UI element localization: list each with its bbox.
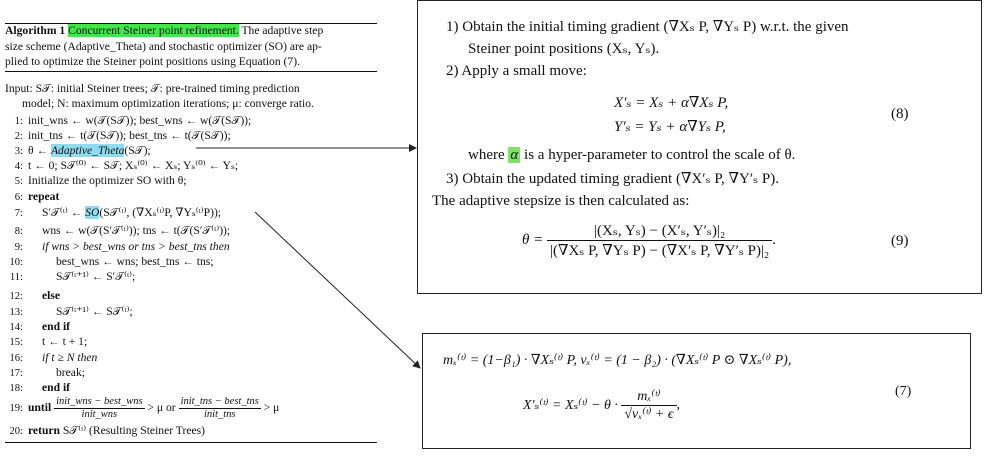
theta-lhs: θ = xyxy=(522,232,544,248)
line-number: 1: xyxy=(14,116,23,127)
line-text: if t ≥ N then xyxy=(42,351,98,364)
return-keyword: return xyxy=(28,424,60,437)
algorithm-label: Algorithm 1 xyxy=(5,24,66,37)
step-3: 3) Obtain the updated timing gradient (∇X′ₛ P, ∇Y′ₛ P). xyxy=(446,171,779,187)
algorithm-desc-1: The adaptive step xyxy=(241,24,324,37)
until-end: > μ xyxy=(263,401,280,415)
equation-8-line-a: X′ₛ = Xₛ + α∇Xₛ P, xyxy=(614,95,729,111)
tns-ratio-numerator: init_tns − best_tns xyxy=(180,396,259,407)
line-text: end if xyxy=(42,381,71,394)
line-number: 6: xyxy=(14,192,23,203)
line-number: 3: xyxy=(14,146,23,157)
algorithm-title: Concurrent Steiner point refinement. xyxy=(68,24,239,37)
line-text: best_wns ← wns; best_tns ← tns; xyxy=(56,255,214,268)
line-text: S𝒯⁽ᵗ⁺¹⁾ ← S′𝒯⁽ᵗ⁾; xyxy=(56,270,136,283)
algorithm-input-2: model; N: maximum optimization iterations; μ: converge ratio. xyxy=(22,97,314,110)
equation-7-denominator: √vₓ⁽ᵗ⁾ + ϵ xyxy=(624,407,674,422)
line-text: init_wns ← w(𝒯(S𝒯)); best_wns ← w(𝒯(S𝒯)); xyxy=(28,114,252,127)
line-text: S𝒯⁽ᵗ⁺¹⁾ ← S𝒯⁽ᵗ⁾; xyxy=(56,305,133,318)
wns-ratio-denominator: init_wns xyxy=(81,409,118,420)
line-prefix: θ ← xyxy=(28,144,51,157)
line-text: wns ← w(𝒯(S′𝒯⁽ᵗ⁾)); tns ← t(𝒯(S′𝒯⁽ᵗ⁾)); xyxy=(42,224,231,237)
line-text: if wns > best_wns or tns > best_tns then xyxy=(42,240,230,253)
equation-9-number: (9) xyxy=(891,233,909,249)
highlighted-term: SO xyxy=(85,206,100,219)
line-text: repeat xyxy=(28,190,60,203)
line-number: 2: xyxy=(14,131,23,142)
line-number: 16: xyxy=(9,353,23,364)
highlighted-term: Adaptive_Theta xyxy=(50,144,125,157)
line-number: 8: xyxy=(14,226,23,237)
line-number: 4: xyxy=(14,161,23,172)
line-number: 12: xyxy=(9,291,23,302)
line-text: end if xyxy=(42,320,71,333)
line-number: 11: xyxy=(9,272,23,283)
equation-7-comma: , xyxy=(676,397,681,413)
arrow-to-optimizer-box xyxy=(255,212,420,368)
algorithm-desc-3: plied to optimize the Steiner point positions using Equation (7). xyxy=(5,55,300,68)
adaptive-intro: The adaptive stepsize is then calculated as: xyxy=(432,193,690,209)
equation-7-line-1: mₓ⁽ᵗ⁾ = (1−β₁) · ∇Xₛ⁽ᵗ⁾ P, vₓ⁽ᵗ⁾ = (1 − β₂) · (∇Xₛ⁽ᵗ⁾ P ⊙ ∇Xₛ⁽ᵗ⁾ P), xyxy=(443,353,792,368)
until-mid: > μ or xyxy=(147,401,176,415)
line-number: 17: xyxy=(9,368,23,379)
line-suffix: (S𝒯⁽ᵗ⁾, (∇Xₛ⁽ᵗ⁾P, ∇Yₛ⁽ᵗ⁾P)); xyxy=(99,206,222,219)
step-1-line-a: 1) Obtain the initial timing gradient (∇Xₛ P, ∇Yₛ P) w.r.t. the given xyxy=(446,19,849,35)
line-prefix: S′𝒯⁽ᵗ⁾ ← xyxy=(42,206,86,219)
line-text: init_tns ← t(𝒯(S𝒯)); best_tns ← t(𝒯(S𝒯)); xyxy=(28,129,231,142)
line-number: 5: xyxy=(14,176,23,187)
where-prefix: where xyxy=(468,147,509,163)
line-number: 10: xyxy=(9,257,23,268)
equation-7-number: (7) xyxy=(895,384,912,399)
equation-8-line-b: Y′ₛ = Yₛ + α∇Yₛ P, xyxy=(614,119,726,135)
line-text: t ← 0; S𝒯⁽⁰⁾ ← S𝒯; Xₛ⁽⁰⁾ ← Xₛ; Yₛ⁽⁰⁾ ← Yₛ; xyxy=(28,159,239,172)
wns-ratio-numerator: init_wns − best_wns xyxy=(56,396,143,407)
step-1-line-b: Steiner point positions (Xₛ, Yₛ). xyxy=(468,41,660,57)
line-number: 14: xyxy=(9,322,23,333)
line-number: 15: xyxy=(9,337,23,348)
equation-8-number: (8) xyxy=(891,106,909,122)
line-text: t ← t + 1; xyxy=(42,335,88,348)
line-number: 13: xyxy=(9,307,23,318)
line-text: else xyxy=(42,289,61,302)
equation-9-period: . xyxy=(772,231,776,248)
alpha-highlight: α xyxy=(510,147,519,163)
return-text: S𝒯⁽ᵗ⁾ (Resulting Steiner Trees) xyxy=(62,424,205,437)
equation-9-denominator: |(∇Xₛ P, ∇Yₛ P) − (∇X′ₛ P, ∇Y′ₛ P)|₂ xyxy=(550,243,770,259)
line-text: Initialize the optimizer SO with θ; xyxy=(28,174,187,187)
where-suffix: is a hyper-parameter to control the scale of θ. xyxy=(520,147,796,163)
line-number: 19: xyxy=(9,403,23,415)
line-number: 9: xyxy=(14,242,23,253)
line-number: 20: xyxy=(9,426,23,437)
line-number: 7: xyxy=(14,208,23,219)
equation-7-lhs: X′ₛ⁽ᵗ⁾ = Xₛ⁽ᵗ⁾ − θ · xyxy=(523,398,618,413)
equation-9-numerator: |(Xₛ, Yₛ) − (X′ₛ, Y′ₛ)|₂ xyxy=(547,221,772,241)
tns-ratio-denominator: init_tns xyxy=(203,409,236,420)
until-keyword: until xyxy=(28,401,52,415)
algorithm-desc-2: size scheme (Adaptive_Theta) and stochastic optimizer (SO) are ap- xyxy=(5,40,322,53)
line-suffix: (S𝒯); xyxy=(124,144,151,157)
algorithm-input-1: Input: S𝒯: initial Steiner trees; 𝒯: pre-trained timing prediction xyxy=(5,82,300,95)
line-number: 18: xyxy=(9,383,23,394)
equation-7-numerator: mₓ⁽ᵗ⁾ xyxy=(621,388,676,406)
line-text: break; xyxy=(56,366,85,379)
step-2: 2) Apply a small move: xyxy=(446,63,587,79)
